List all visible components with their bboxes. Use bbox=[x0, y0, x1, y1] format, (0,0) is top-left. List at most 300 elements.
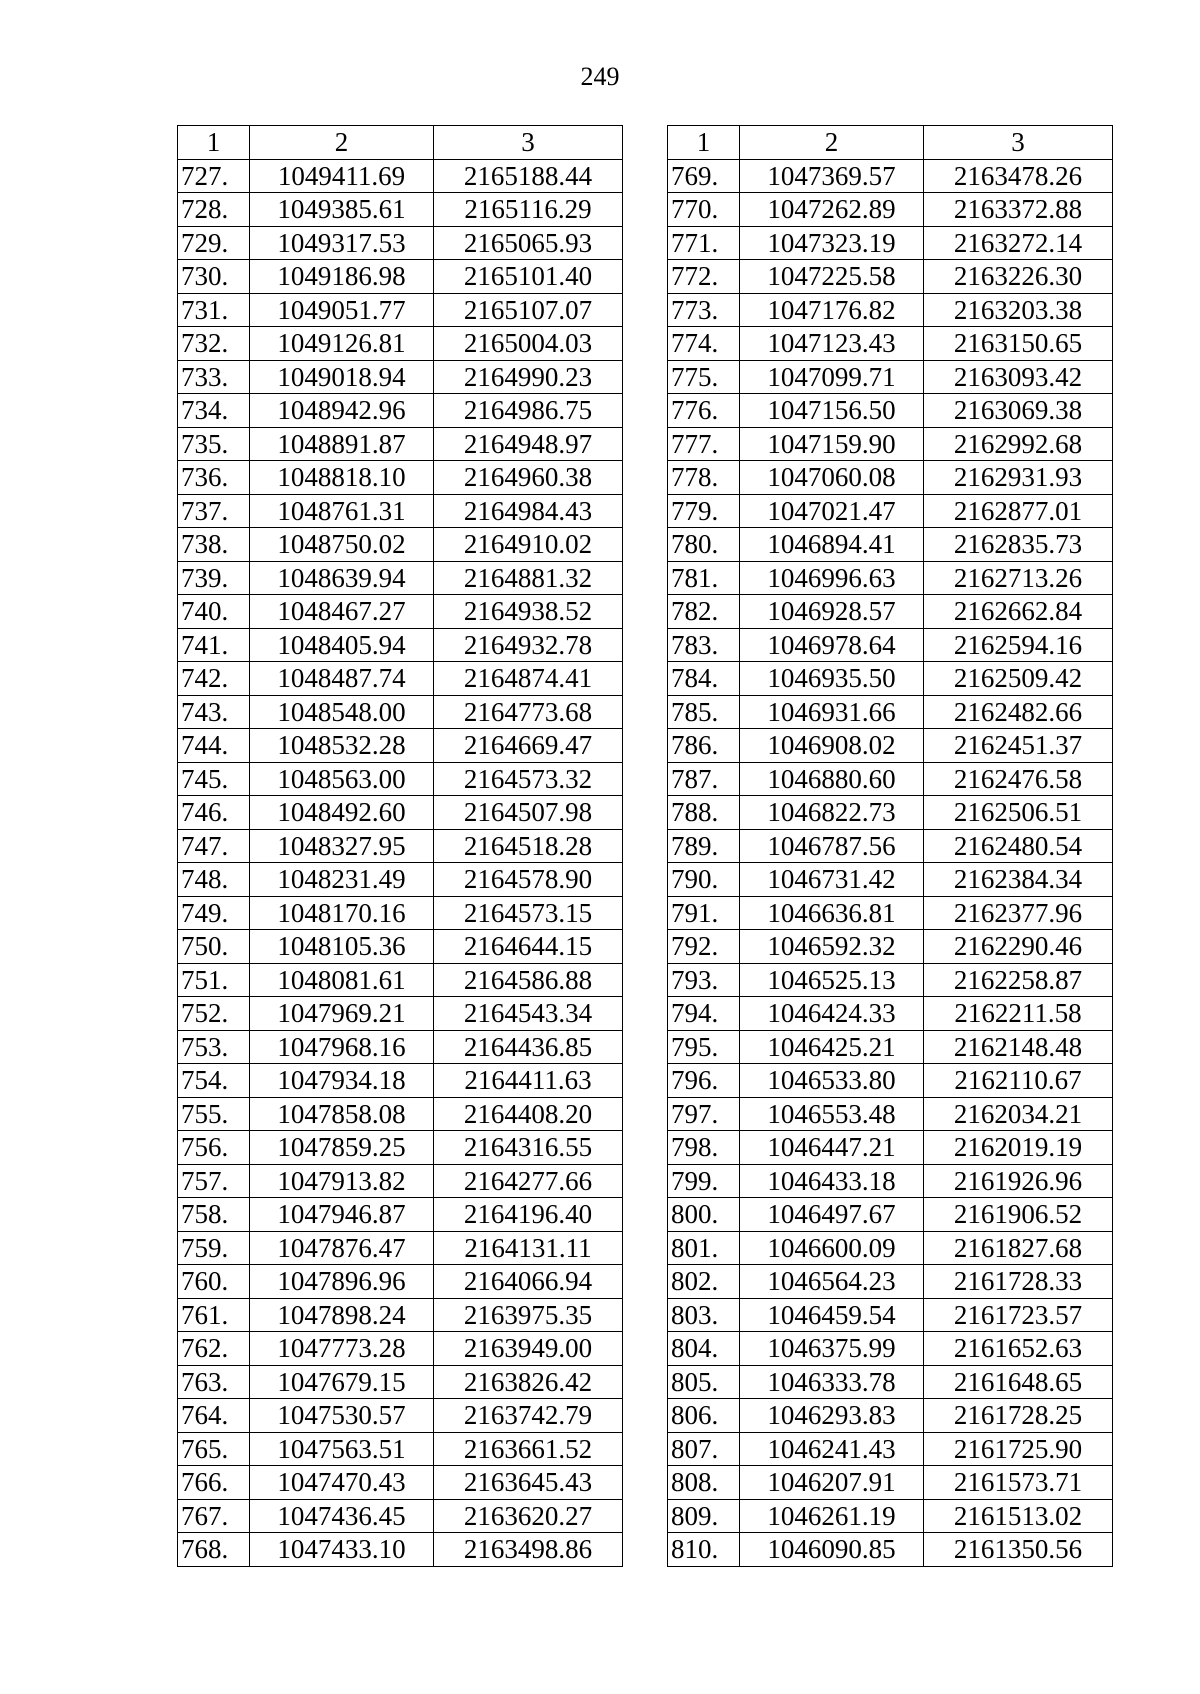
coordinate-y: 2162110.67 bbox=[924, 1064, 1113, 1098]
column-header-3: 3 bbox=[924, 126, 1113, 160]
table-row bbox=[178, 863, 623, 897]
row-number: 749. bbox=[178, 896, 250, 930]
row-number: 793. bbox=[668, 963, 740, 997]
row-number: 757. bbox=[178, 1164, 250, 1198]
row-number: 761. bbox=[178, 1298, 250, 1332]
table-row bbox=[668, 1265, 1113, 1299]
coordinate-y: 2161652.63 bbox=[924, 1332, 1113, 1366]
table-row bbox=[668, 226, 1113, 260]
coordinate-y: 2161573.71 bbox=[924, 1466, 1113, 1500]
coordinate-x: 1047969.21 bbox=[250, 997, 434, 1031]
coordinate-x: 1048081.61 bbox=[250, 963, 434, 997]
table-row bbox=[178, 226, 623, 260]
table-row bbox=[178, 159, 623, 193]
coordinate-y: 2164932.78 bbox=[434, 628, 623, 662]
row-number: 807. bbox=[668, 1432, 740, 1466]
row-number: 756. bbox=[178, 1131, 250, 1165]
coordinate-x: 1046447.21 bbox=[740, 1131, 924, 1165]
table-row bbox=[178, 1466, 623, 1500]
coordinate-y: 2162480.54 bbox=[924, 829, 1113, 863]
row-number: 742. bbox=[178, 662, 250, 696]
table-row bbox=[178, 1432, 623, 1466]
row-number: 759. bbox=[178, 1231, 250, 1265]
row-number: 744. bbox=[178, 729, 250, 763]
row-number: 728. bbox=[178, 193, 250, 227]
coordinate-y: 2164960.38 bbox=[434, 461, 623, 495]
coordinate-y: 2165101.40 bbox=[434, 260, 623, 294]
coordinate-x: 1047433.10 bbox=[250, 1533, 434, 1567]
coordinate-x: 1047470.43 bbox=[250, 1466, 434, 1500]
coordinate-y: 2163203.38 bbox=[924, 293, 1113, 327]
table-row bbox=[668, 1332, 1113, 1366]
row-number: 745. bbox=[178, 762, 250, 796]
coordinate-y: 2164411.63 bbox=[434, 1064, 623, 1098]
coordinate-x: 1048891.87 bbox=[250, 427, 434, 461]
row-number: 777. bbox=[668, 427, 740, 461]
row-number: 801. bbox=[668, 1231, 740, 1265]
coordinate-y: 2164773.68 bbox=[434, 695, 623, 729]
coordinate-x: 1046459.54 bbox=[740, 1298, 924, 1332]
coordinate-x: 1049126.81 bbox=[250, 327, 434, 361]
coordinate-x: 1047896.96 bbox=[250, 1265, 434, 1299]
coordinate-y: 2164277.66 bbox=[434, 1164, 623, 1198]
coordinate-x: 1047563.51 bbox=[250, 1432, 434, 1466]
coordinate-x: 1046908.02 bbox=[740, 729, 924, 763]
row-number: 778. bbox=[668, 461, 740, 495]
table-row bbox=[178, 528, 623, 562]
coordinate-x: 1048105.36 bbox=[250, 930, 434, 964]
coordinate-x: 1046564.23 bbox=[740, 1265, 924, 1299]
coordinate-y: 2164644.15 bbox=[434, 930, 623, 964]
coordinate-x: 1046731.42 bbox=[740, 863, 924, 897]
coordinate-y: 2162476.58 bbox=[924, 762, 1113, 796]
coordinate-y: 2164586.88 bbox=[434, 963, 623, 997]
row-number: 740. bbox=[178, 595, 250, 629]
table-row bbox=[178, 829, 623, 863]
coordinate-x: 1046880.60 bbox=[740, 762, 924, 796]
coordinate-x: 1046928.57 bbox=[740, 595, 924, 629]
column-header-2: 2 bbox=[740, 126, 924, 160]
row-number: 787. bbox=[668, 762, 740, 796]
row-number: 762. bbox=[178, 1332, 250, 1366]
coordinate-x: 1047021.47 bbox=[740, 494, 924, 528]
table-row bbox=[668, 595, 1113, 629]
table-row bbox=[668, 260, 1113, 294]
coordinate-y: 2165107.07 bbox=[434, 293, 623, 327]
coordinate-y: 2164990.23 bbox=[434, 360, 623, 394]
coordinate-y: 2162034.21 bbox=[924, 1097, 1113, 1131]
row-number: 765. bbox=[178, 1432, 250, 1466]
table-body-right bbox=[668, 159, 1113, 1566]
row-number: 730. bbox=[178, 260, 250, 294]
coordinate-y: 2163620.27 bbox=[434, 1499, 623, 1533]
coordinate-y: 2163645.43 bbox=[434, 1466, 623, 1500]
coordinate-y: 2162931.93 bbox=[924, 461, 1113, 495]
table-row bbox=[668, 997, 1113, 1031]
coordinate-x: 1048942.96 bbox=[250, 394, 434, 428]
coordinate-x: 1049018.94 bbox=[250, 360, 434, 394]
coordinate-y: 2163478.26 bbox=[924, 159, 1113, 193]
row-number: 754. bbox=[178, 1064, 250, 1098]
coordinate-x: 1047946.87 bbox=[250, 1198, 434, 1232]
coordinate-x: 1047898.24 bbox=[250, 1298, 434, 1332]
row-number: 755. bbox=[178, 1097, 250, 1131]
coordinate-x: 1047913.82 bbox=[250, 1164, 434, 1198]
table-row bbox=[668, 829, 1113, 863]
table-row bbox=[178, 1198, 623, 1232]
coordinate-x: 1046293.83 bbox=[740, 1399, 924, 1433]
row-number: 784. bbox=[668, 662, 740, 696]
coordinate-x: 1049051.77 bbox=[250, 293, 434, 327]
coordinate-y: 2164408.20 bbox=[434, 1097, 623, 1131]
coordinate-x: 1048327.95 bbox=[250, 829, 434, 863]
coordinate-y: 2161648.65 bbox=[924, 1365, 1113, 1399]
coordinate-x: 1047225.58 bbox=[740, 260, 924, 294]
coordinate-y: 2164874.41 bbox=[434, 662, 623, 696]
table-row bbox=[178, 595, 623, 629]
row-number: 791. bbox=[668, 896, 740, 930]
coordinate-y: 2163661.52 bbox=[434, 1432, 623, 1466]
table-row bbox=[178, 327, 623, 361]
coordinate-x: 1047323.19 bbox=[740, 226, 924, 260]
coordinate-y: 2163069.38 bbox=[924, 394, 1113, 428]
coordinate-x: 1048750.02 bbox=[250, 528, 434, 562]
table-row bbox=[178, 293, 623, 327]
row-number: 798. bbox=[668, 1131, 740, 1165]
table-row bbox=[668, 1499, 1113, 1533]
coordinate-y: 2162211.58 bbox=[924, 997, 1113, 1031]
table-row bbox=[178, 1231, 623, 1265]
table-row bbox=[668, 494, 1113, 528]
coordinate-x: 1048563.00 bbox=[250, 762, 434, 796]
coordinate-y: 2162258.87 bbox=[924, 963, 1113, 997]
coordinate-x: 1046894.41 bbox=[740, 528, 924, 562]
coordinate-y: 2164543.34 bbox=[434, 997, 623, 1031]
coordinate-x: 1047176.82 bbox=[740, 293, 924, 327]
row-number: 736. bbox=[178, 461, 250, 495]
row-number: 748. bbox=[178, 863, 250, 897]
coordinate-y: 2163742.79 bbox=[434, 1399, 623, 1433]
coordinate-y: 2161513.02 bbox=[924, 1499, 1113, 1533]
table-row bbox=[668, 394, 1113, 428]
coordinate-x: 1046261.19 bbox=[740, 1499, 924, 1533]
table-row bbox=[668, 360, 1113, 394]
coordinate-y: 2163150.65 bbox=[924, 327, 1113, 361]
coordinate-x: 1047123.43 bbox=[740, 327, 924, 361]
table-row bbox=[178, 461, 623, 495]
coordinate-x: 1048467.27 bbox=[250, 595, 434, 629]
table-row bbox=[178, 997, 623, 1031]
table-row bbox=[668, 528, 1113, 562]
table-row bbox=[668, 327, 1113, 361]
coordinate-x: 1046553.48 bbox=[740, 1097, 924, 1131]
coordinate-x: 1046424.33 bbox=[740, 997, 924, 1031]
row-number: 796. bbox=[668, 1064, 740, 1098]
coordinate-y: 2164573.32 bbox=[434, 762, 623, 796]
coordinate-y: 2165116.29 bbox=[434, 193, 623, 227]
row-number: 779. bbox=[668, 494, 740, 528]
table-row bbox=[668, 729, 1113, 763]
coordinate-y: 2162713.26 bbox=[924, 561, 1113, 595]
coordinate-x: 1047060.08 bbox=[740, 461, 924, 495]
table-row bbox=[668, 293, 1113, 327]
row-number: 760. bbox=[178, 1265, 250, 1299]
coordinate-x: 1049317.53 bbox=[250, 226, 434, 260]
table-header-row bbox=[668, 126, 1113, 160]
coordinate-y: 2162148.48 bbox=[924, 1030, 1113, 1064]
row-number: 789. bbox=[668, 829, 740, 863]
table-row bbox=[668, 193, 1113, 227]
coordinate-y: 2164131.11 bbox=[434, 1231, 623, 1265]
coordinate-y: 2164196.40 bbox=[434, 1198, 623, 1232]
table-row bbox=[668, 1231, 1113, 1265]
table-row bbox=[178, 1332, 623, 1366]
table-row bbox=[668, 1533, 1113, 1567]
coordinate-x: 1049186.98 bbox=[250, 260, 434, 294]
coordinate-y: 2164316.55 bbox=[434, 1131, 623, 1165]
coordinate-y: 2162482.66 bbox=[924, 695, 1113, 729]
coordinate-y: 2162377.96 bbox=[924, 896, 1113, 930]
row-number: 773. bbox=[668, 293, 740, 327]
coordinate-x: 1046787.56 bbox=[740, 829, 924, 863]
coordinate-y: 2162509.42 bbox=[924, 662, 1113, 696]
coordinate-x: 1048231.49 bbox=[250, 863, 434, 897]
table-row bbox=[178, 930, 623, 964]
table-row bbox=[668, 159, 1113, 193]
coordinate-x: 1046433.18 bbox=[740, 1164, 924, 1198]
row-number: 741. bbox=[178, 628, 250, 662]
coordinate-x: 1046600.09 bbox=[740, 1231, 924, 1265]
table-row bbox=[668, 762, 1113, 796]
row-number: 729. bbox=[178, 226, 250, 260]
coordinate-y: 2162506.51 bbox=[924, 796, 1113, 830]
row-number: 809. bbox=[668, 1499, 740, 1533]
table-row bbox=[178, 494, 623, 528]
table-row bbox=[668, 863, 1113, 897]
coordinate-x: 1048818.10 bbox=[250, 461, 434, 495]
coordinate-x: 1047876.47 bbox=[250, 1231, 434, 1265]
table-row bbox=[668, 930, 1113, 964]
coordinate-x: 1047968.16 bbox=[250, 1030, 434, 1064]
row-number: 766. bbox=[178, 1466, 250, 1500]
coordinate-y: 2163372.88 bbox=[924, 193, 1113, 227]
coordinate-x: 1046592.32 bbox=[740, 930, 924, 964]
coordinate-x: 1046636.81 bbox=[740, 896, 924, 930]
row-number: 806. bbox=[668, 1399, 740, 1433]
row-number: 769. bbox=[668, 159, 740, 193]
coordinates-table-right bbox=[667, 125, 1113, 1567]
row-number: 790. bbox=[668, 863, 740, 897]
coordinate-y: 2164948.97 bbox=[434, 427, 623, 461]
table-row bbox=[668, 1198, 1113, 1232]
coordinate-x: 1047156.50 bbox=[740, 394, 924, 428]
table-row bbox=[668, 1030, 1113, 1064]
row-number: 794. bbox=[668, 997, 740, 1031]
column-header-1: 1 bbox=[178, 126, 250, 160]
row-number: 785. bbox=[668, 695, 740, 729]
row-number: 734. bbox=[178, 394, 250, 428]
coordinate-y: 2162384.34 bbox=[924, 863, 1113, 897]
coordinate-x: 1048532.28 bbox=[250, 729, 434, 763]
coordinate-y: 2162290.46 bbox=[924, 930, 1113, 964]
coordinate-x: 1046931.66 bbox=[740, 695, 924, 729]
table-row bbox=[668, 1164, 1113, 1198]
row-number: 753. bbox=[178, 1030, 250, 1064]
row-number: 739. bbox=[178, 561, 250, 595]
coordinate-y: 2162019.19 bbox=[924, 1131, 1113, 1165]
coordinate-y: 2162835.73 bbox=[924, 528, 1113, 562]
coordinate-y: 2165065.93 bbox=[434, 226, 623, 260]
row-number: 804. bbox=[668, 1332, 740, 1366]
coordinate-x: 1046978.64 bbox=[740, 628, 924, 662]
table-row bbox=[178, 796, 623, 830]
row-number: 805. bbox=[668, 1365, 740, 1399]
coordinate-x: 1046375.99 bbox=[740, 1332, 924, 1366]
row-number: 758. bbox=[178, 1198, 250, 1232]
row-number: 743. bbox=[178, 695, 250, 729]
row-number: 752. bbox=[178, 997, 250, 1031]
coordinate-y: 2162992.68 bbox=[924, 427, 1113, 461]
coordinate-x: 1046090.85 bbox=[740, 1533, 924, 1567]
coordinate-x: 1047773.28 bbox=[250, 1332, 434, 1366]
table-row bbox=[178, 360, 623, 394]
coordinate-x: 1048170.16 bbox=[250, 896, 434, 930]
coordinate-x: 1047679.15 bbox=[250, 1365, 434, 1399]
coordinate-x: 1049411.69 bbox=[250, 159, 434, 193]
coordinate-y: 2161725.90 bbox=[924, 1432, 1113, 1466]
coordinate-y: 2163949.00 bbox=[434, 1332, 623, 1366]
table-row bbox=[668, 695, 1113, 729]
row-number: 747. bbox=[178, 829, 250, 863]
coordinate-x: 1046207.91 bbox=[740, 1466, 924, 1500]
table-row bbox=[668, 1131, 1113, 1165]
row-number: 750. bbox=[178, 930, 250, 964]
coordinate-y: 2164066.94 bbox=[434, 1265, 623, 1299]
coordinate-x: 1046497.67 bbox=[740, 1198, 924, 1232]
row-number: 737. bbox=[178, 494, 250, 528]
row-number: 800. bbox=[668, 1198, 740, 1232]
row-number: 733. bbox=[178, 360, 250, 394]
table-row bbox=[668, 896, 1113, 930]
coordinate-y: 2161350.56 bbox=[924, 1533, 1113, 1567]
table-row bbox=[178, 1399, 623, 1433]
coordinate-y: 2161926.96 bbox=[924, 1164, 1113, 1198]
coordinate-x: 1047934.18 bbox=[250, 1064, 434, 1098]
coordinate-x: 1047859.25 bbox=[250, 1131, 434, 1165]
coordinate-y: 2163826.42 bbox=[434, 1365, 623, 1399]
table-row bbox=[668, 1097, 1113, 1131]
row-number: 782. bbox=[668, 595, 740, 629]
table-row bbox=[178, 427, 623, 461]
coordinate-y: 2165188.44 bbox=[434, 159, 623, 193]
coordinate-y: 2162594.16 bbox=[924, 628, 1113, 662]
coordinate-y: 2164518.28 bbox=[434, 829, 623, 863]
coordinate-y: 2162877.01 bbox=[924, 494, 1113, 528]
coordinate-x: 1046525.13 bbox=[740, 963, 924, 997]
table-row bbox=[178, 1533, 623, 1567]
coordinate-x: 1048487.74 bbox=[250, 662, 434, 696]
coordinate-x: 1046241.43 bbox=[740, 1432, 924, 1466]
table-row bbox=[668, 561, 1113, 595]
table-row bbox=[178, 260, 623, 294]
coordinate-x: 1047858.08 bbox=[250, 1097, 434, 1131]
table-row bbox=[178, 662, 623, 696]
row-number: 776. bbox=[668, 394, 740, 428]
coordinate-y: 2164910.02 bbox=[434, 528, 623, 562]
row-number: 792. bbox=[668, 930, 740, 964]
table-row bbox=[668, 1365, 1113, 1399]
coordinates-table-left bbox=[177, 125, 623, 1567]
coordinate-y: 2164573.15 bbox=[434, 896, 623, 930]
coordinate-x: 1048405.94 bbox=[250, 628, 434, 662]
column-header-1: 1 bbox=[668, 126, 740, 160]
coordinate-x: 1046996.63 bbox=[740, 561, 924, 595]
coordinate-x: 1048548.00 bbox=[250, 695, 434, 729]
coordinate-y: 2164984.43 bbox=[434, 494, 623, 528]
page-number: 249 bbox=[580, 62, 620, 91]
table-row bbox=[178, 896, 623, 930]
table-row bbox=[178, 561, 623, 595]
row-number: 783. bbox=[668, 628, 740, 662]
coordinate-y: 2163093.42 bbox=[924, 360, 1113, 394]
coordinate-y: 2164578.90 bbox=[434, 863, 623, 897]
coordinate-y: 2162451.37 bbox=[924, 729, 1113, 763]
table-row bbox=[178, 1265, 623, 1299]
coordinate-y: 2164507.98 bbox=[434, 796, 623, 830]
table-row bbox=[668, 628, 1113, 662]
coordinate-x: 1047530.57 bbox=[250, 1399, 434, 1433]
row-number: 771. bbox=[668, 226, 740, 260]
row-number: 808. bbox=[668, 1466, 740, 1500]
table-row bbox=[668, 1064, 1113, 1098]
table-row bbox=[178, 1298, 623, 1332]
row-number: 731. bbox=[178, 293, 250, 327]
coordinate-y: 2163226.30 bbox=[924, 260, 1113, 294]
row-number: 797. bbox=[668, 1097, 740, 1131]
coordinate-x: 1046425.21 bbox=[740, 1030, 924, 1064]
coordinate-x: 1046333.78 bbox=[740, 1365, 924, 1399]
coordinate-y: 2164881.32 bbox=[434, 561, 623, 595]
row-number: 774. bbox=[668, 327, 740, 361]
coordinate-y: 2161906.52 bbox=[924, 1198, 1113, 1232]
coordinate-x: 1047369.57 bbox=[740, 159, 924, 193]
table-row bbox=[178, 1030, 623, 1064]
table-row bbox=[178, 1131, 623, 1165]
coordinate-y: 2164986.75 bbox=[434, 394, 623, 428]
table-row bbox=[668, 1298, 1113, 1332]
table-row bbox=[178, 1365, 623, 1399]
coordinate-x: 1048761.31 bbox=[250, 494, 434, 528]
row-number: 770. bbox=[668, 193, 740, 227]
table-row bbox=[178, 963, 623, 997]
table-header-row bbox=[178, 126, 623, 160]
coordinate-x: 1046822.73 bbox=[740, 796, 924, 830]
table-row bbox=[178, 1164, 623, 1198]
coordinate-x: 1046935.50 bbox=[740, 662, 924, 696]
coordinate-y: 2161723.57 bbox=[924, 1298, 1113, 1332]
coordinate-y: 2161728.25 bbox=[924, 1399, 1113, 1433]
row-number: 775. bbox=[668, 360, 740, 394]
coordinate-x: 1047099.71 bbox=[740, 360, 924, 394]
row-number: 763. bbox=[178, 1365, 250, 1399]
table-row bbox=[178, 193, 623, 227]
coordinate-x: 1047159.90 bbox=[740, 427, 924, 461]
coordinate-y: 2163498.86 bbox=[434, 1533, 623, 1567]
table-row bbox=[178, 695, 623, 729]
row-number: 768. bbox=[178, 1533, 250, 1567]
coordinate-x: 1048639.94 bbox=[250, 561, 434, 595]
row-number: 795. bbox=[668, 1030, 740, 1064]
